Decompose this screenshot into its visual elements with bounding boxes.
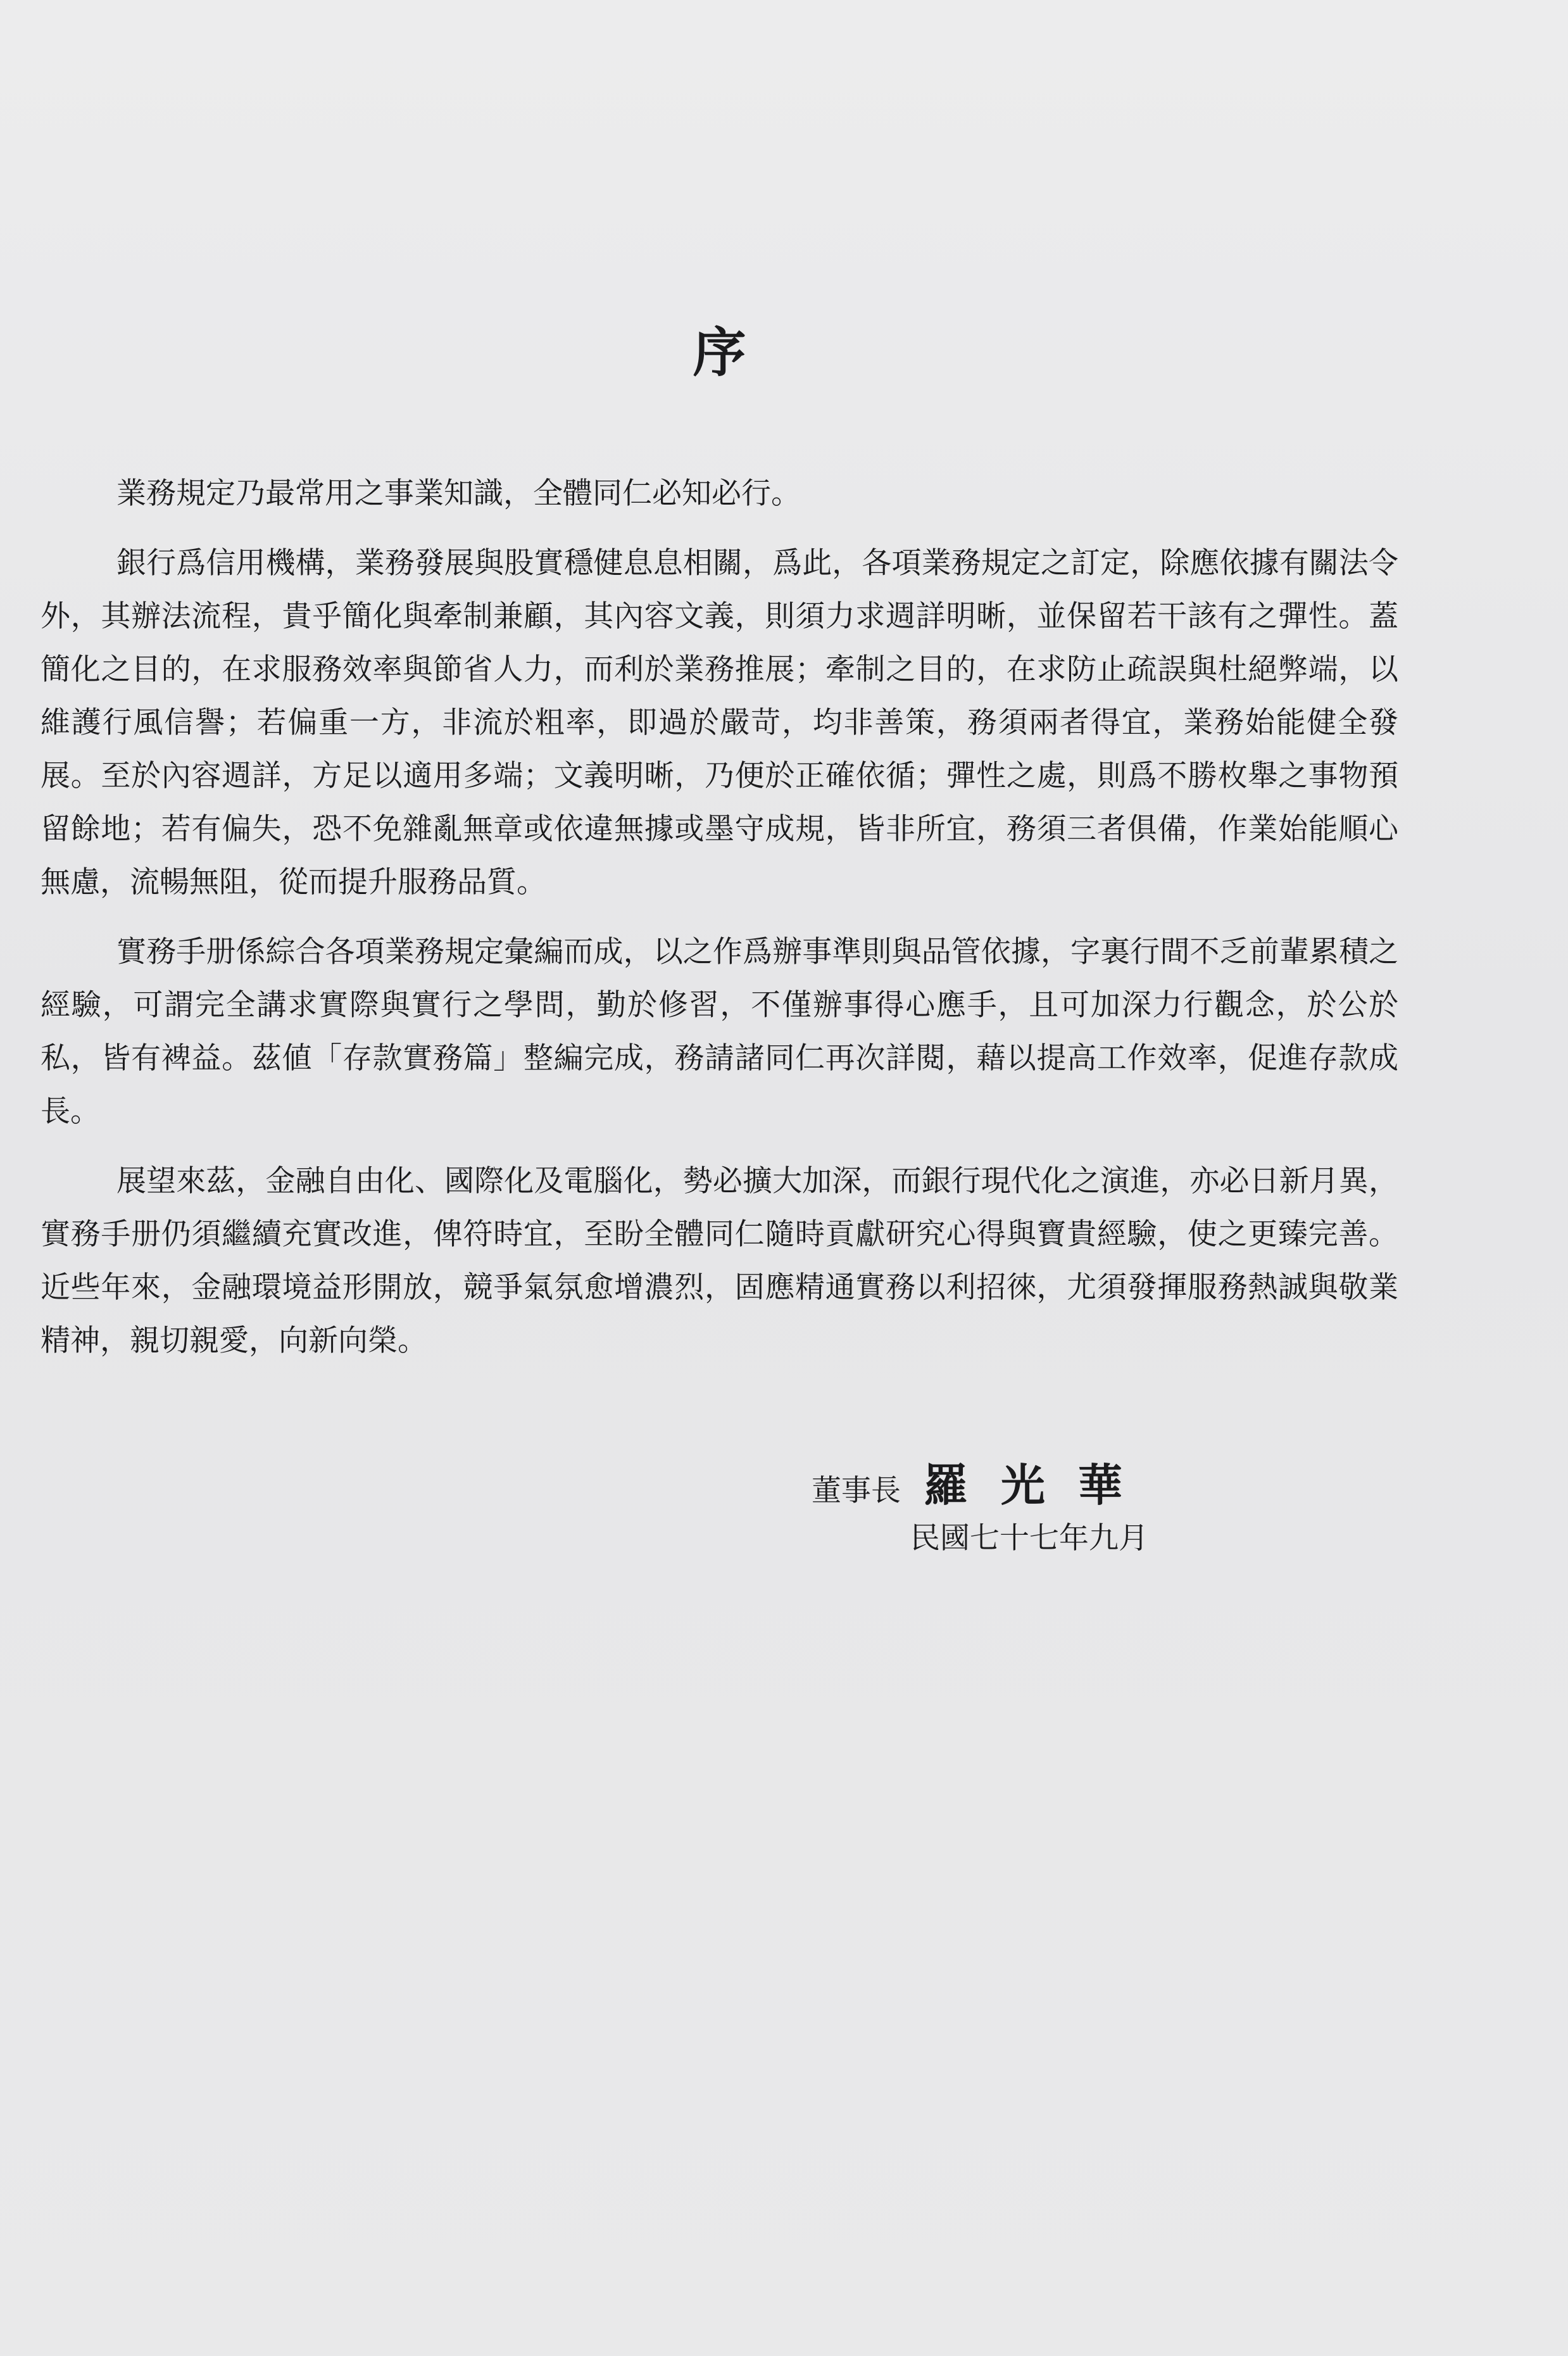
signature-role: 董事長 — [812, 1473, 901, 1508]
document-date: 民國七十七年九月 — [910, 1521, 1148, 1556]
preface-body — [41, 467, 1398, 1384]
paragraph-2: 銀行爲信用機構，業務發展與股實穩健息息相關，爲此，各項業務規定之訂定，除應依據有關法令外，其辦法流程，貴乎簡化與牽制兼顧，其內容文義，則須力求週詳明晰，並保留若干該有之彈性。蓋簡化之目的，在求服務效率與節省人力，而利於業務推展；牽制之目的，在求防止疏誤與杜絕弊端，以維護行風信譽；若偏重一方，非流於粗率，即過於嚴苛，均非善策，務須兩者得宜，業務始能健全發展。至於內容週詳，方足以適用多端；文義明晰，乃便於正確依循；彈性之處，則爲不勝枚舉之事物預留餘地；若有偏失，恐不免雜亂無章或依違無據或墨守成規，皆非所宜，務須三者俱備，作業始能順心無慮，流暢無阻，從而提升服務品質。 — [41, 546, 1398, 900]
paragraph-3: 實務手册係綜合各項業務規定彙編而成，以之作爲辦事準則與品管依據，字裏行間不乏前輩累積之經驗，可謂完全講求實際與實行之學問，勤於修習，不僅辦事得心應手，且可加深力行觀念，於公於私，皆有裨益。茲値「存款實務篇」整編完成，務請諸同仁再次詳閱，藉以提高工作效率，促進存款成長。 — [41, 935, 1398, 1129]
signature-name: 羅光華 — [924, 1459, 1155, 1511]
paragraph-4: 展望來茲，金融自由化、國際化及電腦化，勢必擴大加深，而銀行現代化之演進，亦必日新月異，實務手册仍須繼續充實改進，俾符時宜，至盼全體同仁隨時貢獻研究心得與寶貴經驗，使之更臻完善。近些年來，金融環境益形開放，競爭氣氛愈增濃烈，固應精通實務以利招徠，尤須發揮服務熱誠與敬業精神，親切親愛，向新向榮。 — [41, 1164, 1398, 1358]
page-title: 序 — [693, 321, 749, 384]
signature-block — [812, 1450, 1255, 1511]
paragraph-1: 業務規定乃最常用之事業知識，全體同仁必知必行。 — [116, 476, 801, 511]
